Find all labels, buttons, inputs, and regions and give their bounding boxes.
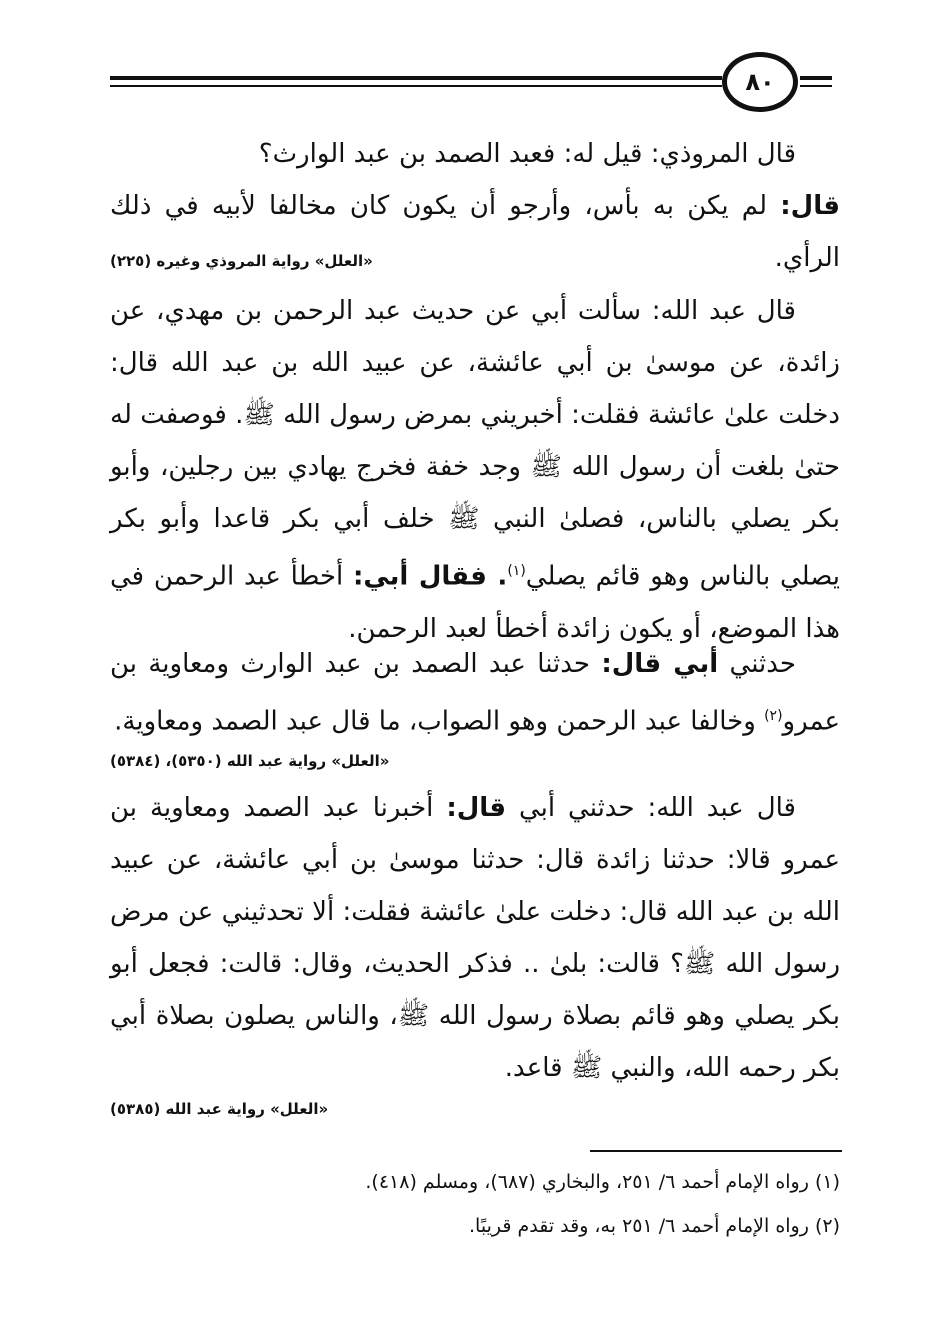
page-number: ٨٠ — [722, 52, 798, 112]
paragraph-2 — [110, 285, 840, 655]
para2-lead: . فقال أبي: — [352, 561, 508, 592]
para2-text-b: أخطأ عبد الرحمن في هذا الموضع، أو يكون زائدة أخطأ لعبد الرحمن. — [110, 561, 840, 644]
source-citation-1: «العلل» رواية المروذي وغيره (٢٢٥) — [110, 252, 373, 270]
para3-text-b: وخالفا عبد الرحمن وهو الصواب، ما قال عبد الصمد ومعاوية. — [114, 706, 765, 737]
paragraph-3 — [110, 638, 840, 748]
para4-pre: قال عبد الله: حدثني أبي — [506, 793, 796, 823]
para3-body — [110, 638, 840, 748]
para1-text: قال المروذي: قيل له: فعبد الصمد بن عبد الوارث؟ — [258, 139, 796, 169]
source-citation-2: «العلل» رواية عبد الله (٥٣٥٠)، (٥٣٨٤) — [110, 752, 390, 770]
header-rule-thick — [110, 76, 722, 80]
para2-body — [110, 285, 840, 655]
para4-text: أخبرنا عبد الصمد ومعاوية بن عمرو قالا: حدثنا زائدة قال: حدثنا موسىٰ بن أبي عائشة، عن عبيد الله بن عبد الله قال: دخلت علىٰ عائشة فقلت: ألا تحدثيني عن مرض رسول الله ﷺ؟ قالت: بلىٰ .. فذكر الحديث، وقال: قالت: فجعل أبو بكر يصلي وهو قائم بصلاة رسول الله ﷺ، والناس يصلون بصلاة أبي بكر رحمه الله، والنبي ﷺ قاعد. — [110, 793, 840, 1083]
para2-text-a: قال عبد الله: سألت أبي عن حديث عبد الرحمن بن مهدي، عن زائدة، عن موسىٰ بن أبي عائشة، عن عبيد الله بن عبد الله قال: دخلت علىٰ عائشة فقلت: أخبريني بمرض رسول الله ﷺ. فوصفت له حتىٰ بلغت أن رسول الله ﷺ وجد خفة فخرج يهادي بين رجلين، وأبو بكر يصلي بالناس، فصلىٰ النبي ﷺ خلف أبي بكر قاعدا وأبو بكر يصلي بالناس وهو قائم يصلي — [110, 296, 841, 592]
footnote-marker-1[interactable]: (١) — [507, 563, 526, 579]
para3-lead: أبي قال: — [601, 649, 719, 679]
para1-lead: قال: — [780, 191, 840, 221]
footnotes — [220, 1160, 840, 1248]
footnote-marker-2[interactable]: (٢) — [764, 708, 783, 724]
para1-body: لم يكن به بأس، وأرجو أن يكون كان مخالفا لأبيه في ذلك الرأي. — [110, 191, 840, 273]
paragraph-4 — [110, 782, 840, 1094]
para4-body — [110, 782, 840, 1094]
header-rule — [110, 76, 722, 90]
footnote-rule — [590, 1150, 842, 1152]
footnote-1: (١) رواه الإمام أحمد ٦/ ٢٥١، والبخاري (٦٨٧)، ومسلم (٤١٨). — [365, 1171, 840, 1193]
para3-text-a: حدثنا عبد الصمد بن عبد الوارث ومعاوية بن عمرو — [110, 649, 840, 737]
para4-lead: قال: — [446, 793, 507, 823]
header-rule-tail-thin — [800, 85, 832, 87]
para3-pre: حدثني — [718, 649, 796, 679]
header-rule-tail — [800, 76, 832, 80]
header-rule-thin — [110, 85, 722, 87]
footnote-2: (٢) رواه الإمام أحمد ٦/ ٢٥١ به، وقد تقدم قريبًا. — [469, 1215, 840, 1237]
source-citation-3: «العلل» رواية عبد الله (٥٣٨٥) — [110, 1100, 329, 1118]
para1-line1 — [110, 128, 840, 180]
